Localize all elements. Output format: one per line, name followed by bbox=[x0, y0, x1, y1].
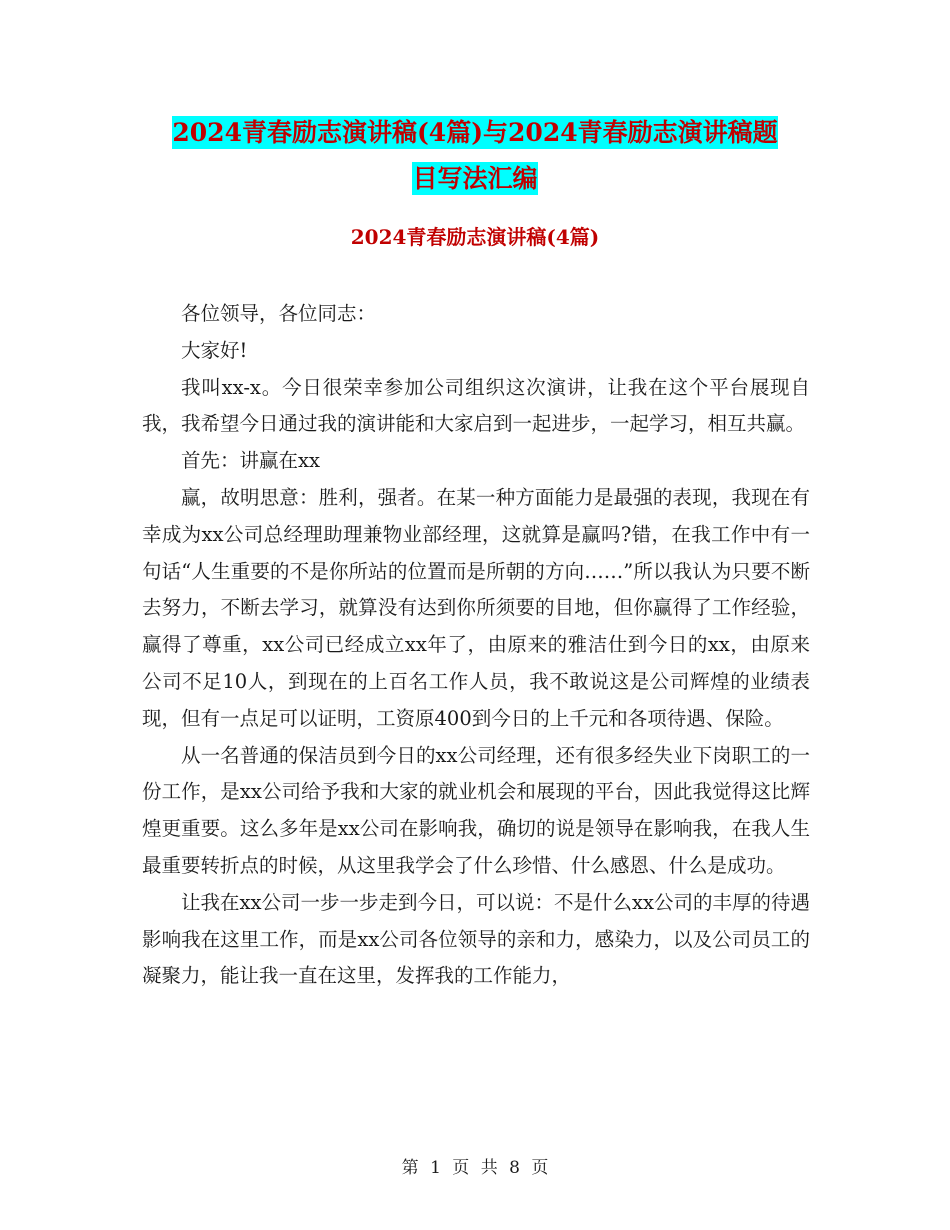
paragraph: 让我在xx公司一步一步走到今日，可以说：不是什么xx公司的丰厚的待遇影响我在这里工作，而是xx公司各位领导的亲和力，感染力，以及公司员工的凝聚力，能让我一直在这里，发挥我的工作能力， bbox=[142, 890, 810, 988]
paragraph: 首先：讲赢在xx bbox=[181, 449, 320, 473]
document-title-line2: 目写法汇编 bbox=[412, 164, 538, 193]
paragraph-greeting: 大家好! bbox=[181, 338, 248, 362]
paragraph: 我叫xx-x。今日很荣幸参加公司组织这次演讲，让我在这个平台展现自我，我希望今日通过我的演讲能和大家启到一起进步，一起学习，相互共赢。 bbox=[142, 375, 810, 436]
section-title: 2024青春励志演讲稿(4篇) bbox=[350, 225, 600, 249]
page-footer: 第 1 页 共 8 页 bbox=[401, 1158, 549, 1178]
document-title bbox=[140, 110, 810, 202]
paragraph-salutation: 各位领导，各位同志： bbox=[181, 302, 377, 325]
paragraph: 赢，故明思意：胜利，强者。在某一种方面能力是最强的表现，我现在有幸成为xx公司总经理助理兼物业部经理，这就算是赢吗?错，在我工作中有一句话“人生重要的不是你所站的位置而是所朝的方向……”所以我认为只要不断去努力，不断去学习，就算没有达到你所须要的目地，但你赢得了工作经验，赢得了尊重，xx公司已经成立xx年了，由原来的雅洁仕到今日的xx，由原来公司不足10人，到现在的上百名工作人员，我不敢说这是公司辉煌的业绩表现，但有一点足可以证明，工资原400到今日的上千元和各项待遇、保险。 bbox=[142, 485, 810, 730]
document-body bbox=[142, 296, 810, 995]
document-title-line1: 2024青春励志演讲稿(4篇)与2024青春励志演讲稿题 bbox=[172, 118, 778, 147]
paragraph: 从一名普通的保洁员到今日的xx公司经理，还有很多经失业下岗职工的一份工作，是xx公司给予我和大家的就业机会和展现的平台，因此我觉得这比辉煌更重要。这么多年是xx公司在影响我，确切的说是领导在影响我，在我人生最重要转折点的时候，从这里我学会了什么珍惜、什么感恩、什么是成功。 bbox=[142, 743, 810, 877]
